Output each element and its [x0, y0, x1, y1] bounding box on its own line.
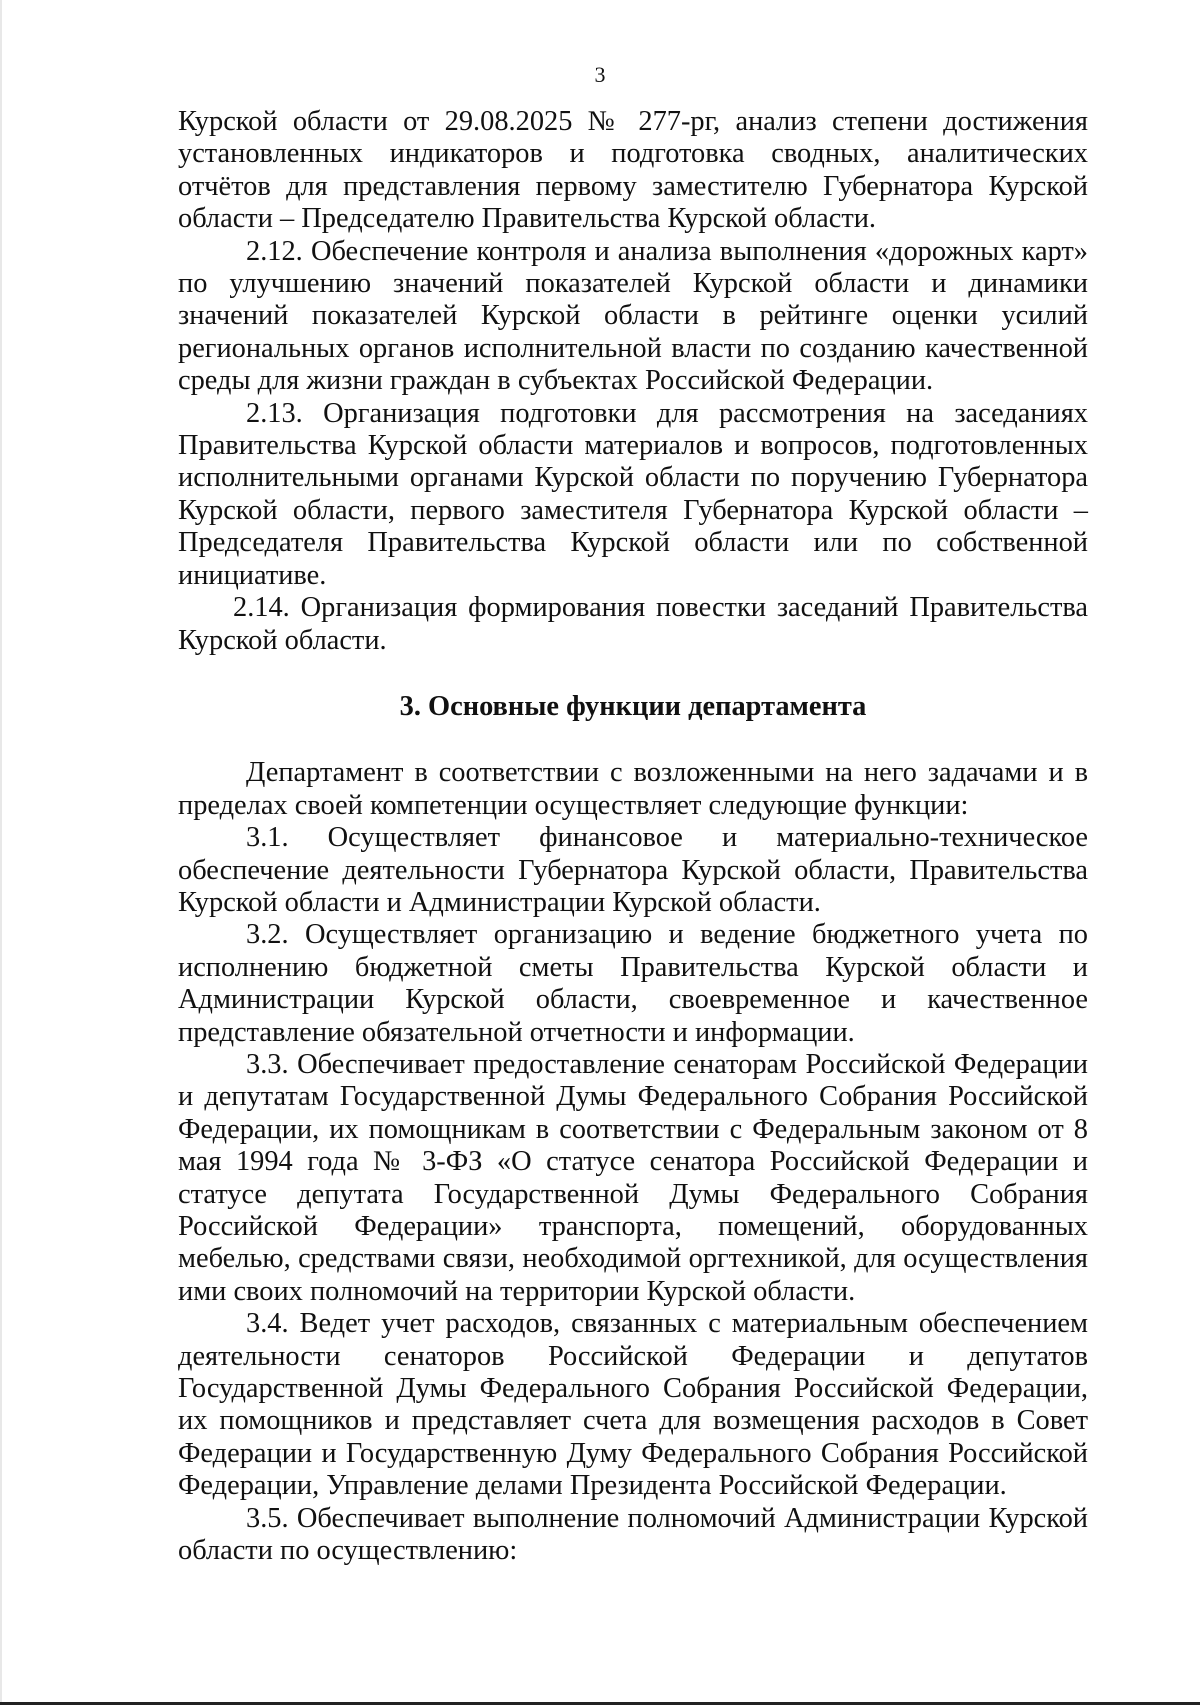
section-heading: 3. Основные функции департамента: [399, 690, 867, 722]
paragraph-3-4: 3.4. Ведет учет расходов, связанных с материальным обеспечением деятельности сенаторов Российской Федерации и депутатов Государственной Думы Федерального Собрания Российской Федерации, их помощников и представляет счета для возмещения расходов в Совет Федерации и Государственную Думу Федерального Собрания Российской Федерации, Управление делами Президента Российской Федерации.: [178, 1308, 1088, 1502]
paragraph-continuation: Курской области от 29.08.2025 № 277-рг, анализ степени достижения установленных индикаторов и подготовка сводных, аналитических отчётов для представления первому заместителю Губернатора Курской области – Председателю Правительства Курской области.: [178, 106, 1088, 235]
paragraph-intro: Департамент в соответствии с возложенными на него задачами и в пределах своей компетенции осуществляет следующие функции:: [178, 757, 1088, 821]
paragraph-2-14: 2.14. Организация формирования повестки заседаний Правительства Курской области.: [178, 592, 1088, 656]
scan-edge: [0, 0, 2, 1705]
paragraph-3-5: 3.5. Обеспечивает выполнение полномочий Администрации Курской области по осуществлению:: [178, 1502, 1088, 1567]
paragraph-3-2: 3.2. Осуществляет организацию и ведение бюджетного учета по исполнению бюджетной сметы Правительства Курской области и Администрации Курской области, своевременное и качественное представление обязательной отчетности и информации.: [178, 919, 1088, 1048]
paragraph-2-12: 2.12. Обеспечение контроля и анализа выполнения «дорожных карт» по улучшению значений показателей Курской области и динамики значений показателей Курской области в рейтинге оценки усилий региональных органов исполнительной власти по созданию качественной среды для жизни граждан в субъектах Российской Федерации.: [178, 235, 1088, 397]
document-body: [178, 106, 1088, 1567]
page-number: 3: [594, 62, 606, 87]
paragraph-2-13: 2.13. Организация подготовки для рассмотрения на заседаниях Правительства Курской области материалов и вопросов, подготовленных исполнительными органами Курской области по поручению Губернатора Курской области, первого заместителя Губернатора Курской области – Председателя Правительства Курской области или по собственной инициативе.: [178, 397, 1088, 591]
paragraph-3-1: 3.1. Осуществляет финансовое и материально-техническое обеспечение деятельности Губернатора Курской области, Правительства Курской области и Администрации Курской области.: [178, 822, 1088, 918]
paragraph-3-3: 3.3. Обеспечивает предоставление сенаторам Российской Федерации и депутатам Государственной Думы Федерального Собрания Российской Федерации, их помощникам в соответствии с Федеральным законом от 8 мая 1994 года № 3-ФЗ «О статусе сенатора Российской Федерации и статусе депутата Государственной Думы Федерального Собрания Российской Федерации» транспорта, помещений, оборудованных мебелью, средствами связи, необходимой оргтехникой, для осуществления ими своих полномочий на территории Курской области.: [178, 1048, 1088, 1307]
